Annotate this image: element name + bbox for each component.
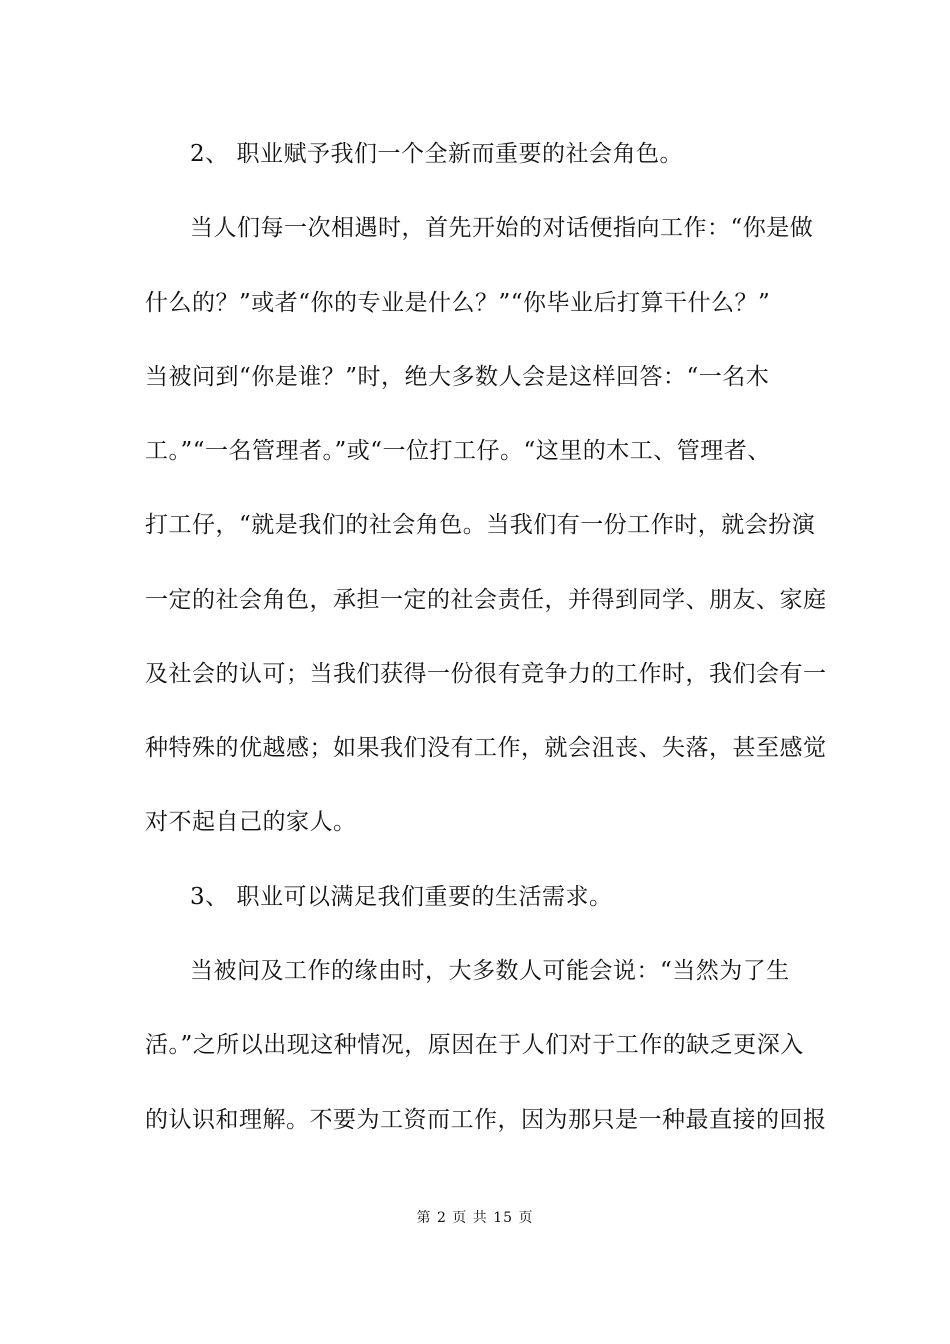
paragraph-line: 什么的？”或者“你的专业是什么？”“你毕业后打算干什么？” — [145, 290, 771, 316]
paragraph-line: 一定的社会角色，承担一定的社会责任，并得到同学、朋友、家庭 — [145, 587, 827, 613]
paragraph-line: 对不起自己的家人。 — [145, 809, 357, 835]
paragraph-line: 及社会的认可；当我们获得一份很有竞争力的工作时，我们会有一 — [145, 661, 827, 687]
page-number-footer: 第 2 页 共 15 页 — [416, 1210, 534, 1226]
heading-item-2: 2、 职业赋予我们一个全新而重要的社会角色。 — [190, 141, 683, 167]
heading-item-3: 3、 职业可以满足我们重要的生活需求。 — [190, 884, 613, 910]
paragraph-line: 当人们每一次相遇时，首先开始的对话便指向工作：“你是做 — [190, 215, 814, 241]
paragraph-line: 活。”之所以出现这种情况，原因在于人们对于工作的缺乏更深入 — [145, 1032, 804, 1058]
paragraph-line: 打工仔，“就是我们的社会角色。当我们有一份工作时，就会扮演 — [145, 512, 816, 538]
paragraph-line: 种特殊的优越感；如果我们没有工作，就会沮丧、失落，甚至感觉 — [145, 735, 827, 761]
paragraph-line: 当被问到“你是谁？”时，绝大多数人会是这样回答：“一名木 — [145, 364, 770, 390]
paragraph-line: 的认识和理解。不要为工资而工作，因为那只是一种最直接的回报 — [145, 1107, 827, 1133]
paragraph-line: 工。”“一名管理者。”或“一位打工仔。“这里的木工、管理者、 — [145, 438, 771, 464]
paragraph-line: 当被问及工作的缘由时，大多数人可能会说：“当然为了生 — [190, 958, 790, 984]
